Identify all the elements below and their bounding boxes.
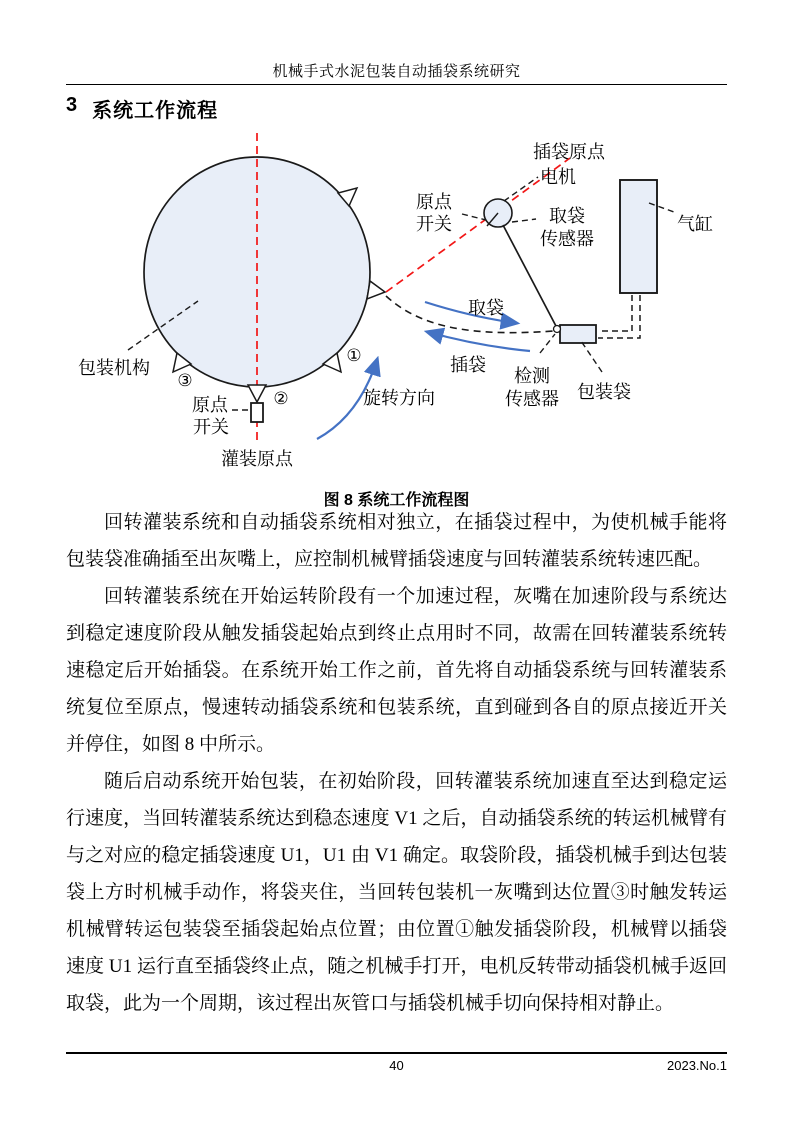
- nozzle-position-2: [248, 385, 266, 402]
- label-pick-bag-sensor-l1: 取袋: [549, 206, 585, 226]
- label-origin-switch-top-l1: 原点: [416, 192, 452, 212]
- label-position-1: ①: [346, 346, 362, 366]
- leader-motor: [504, 177, 538, 201]
- insert-bag-arrow: [428, 332, 530, 351]
- leader-origin-switch-top: [462, 214, 486, 220]
- leader-packing-bag: [581, 341, 602, 372]
- label-rotation-direction: 旋转方向: [363, 388, 435, 408]
- label-detect-sensor-l1: 检测: [514, 366, 550, 386]
- label-origin-switch-top-l2: 开关: [416, 214, 452, 234]
- paragraph-2: 回转灌装系统在开始运转阶段有一个加速过程，灰嘴在加速阶段与系统达到稳定速度阶段从触发插袋起始点到终止点用时不同，故需在回转灌装系统转速稳定后开始插袋。在系统开始工作之前，首先将自动插袋系统与回转灌装系统复位至原点，慢速转动插袋系统和包装系统，直到碰到各自的原点接近开关并停住，如图 8 中所示。: [66, 586, 727, 755]
- leader-detect-sensor: [540, 334, 555, 353]
- detect-sensor-point: [554, 326, 561, 333]
- paragraph-1: 回转灌装系统和自动插袋系统相对独立，在插袋过程中，为使机械手能将包装袋准确插至出灰嘴上，应控制机械臂插袋速度与回转灌装系统转速匹配。: [66, 512, 727, 570]
- header-rule: [66, 84, 727, 85]
- section-heading: [66, 94, 218, 123]
- figure-caption: 图 8 系统工作流程图: [323, 492, 470, 509]
- label-insert-bag-action: 插袋: [450, 355, 486, 375]
- label-motor: 电机: [540, 167, 576, 187]
- air-cylinder-rect: [620, 180, 657, 293]
- cylinder-rod-line-1: [598, 295, 632, 331]
- label-filling-origin: 灌装原点: [221, 449, 293, 469]
- page-number: 40: [389, 1058, 404, 1073]
- origin-switch-bottom-sensor: [251, 403, 263, 422]
- label-pick-bag-sensor-l2: 传感器: [540, 229, 594, 249]
- label-insert-bag-origin: 插袋原点: [533, 142, 605, 162]
- paragraph-3: 随后启动系统开始包装，在初始阶段，回转灌装系统加速直至达到稳定运行速度，当回转灌装系统达到稳态速度 V1 之后，自动插袋系统的转运机械臂有与之对应的稳定插袋速度 U1，U1 由 V1 确定。取袋阶段，插袋机械手到达包装袋上方时机械手动作，将袋夹住，当回转包装机一灰嘴到达位置③时触发转运机械臂转运包装袋至插袋起始点位置；由位置①触发插袋阶段，机械臂以插袋速度 U1 运行直至插袋终止点，随之机械手打开，电机反转带动插袋机械手返回取袋，此为一个周期，该过程出灰管口与插袋机械手切向保持相对静止。: [66, 771, 727, 1014]
- leader-pick-bag-sensor: [512, 219, 536, 222]
- packing-bag-rect: [560, 325, 596, 343]
- label-packing-bag: 包装袋: [577, 382, 631, 402]
- body-text: [66, 504, 727, 1022]
- nozzle-right: [367, 281, 385, 299]
- label-position-2: ②: [273, 389, 289, 409]
- label-take-bag-action: 取袋: [468, 298, 504, 318]
- label-detect-sensor-l2: 传感器: [505, 389, 559, 409]
- running-head: 机械手式水泥包装自动插袋系统研究: [272, 64, 521, 80]
- system-workflow-diagram: [0, 125, 793, 485]
- section-title: 系统工作流程: [92, 100, 219, 122]
- label-origin-switch-bottom-l2: 开关: [193, 417, 229, 437]
- section-number: 3: [66, 94, 79, 116]
- label-origin-switch-bottom-l1: 原点: [192, 395, 228, 415]
- label-position-3: ③: [177, 371, 193, 391]
- footer-rule: [66, 1052, 727, 1054]
- label-air-cylinder: 气缸: [677, 214, 713, 234]
- issue-number: 2023.No.1: [667, 1058, 727, 1073]
- label-packing-mechanism: 包装机构: [78, 358, 150, 378]
